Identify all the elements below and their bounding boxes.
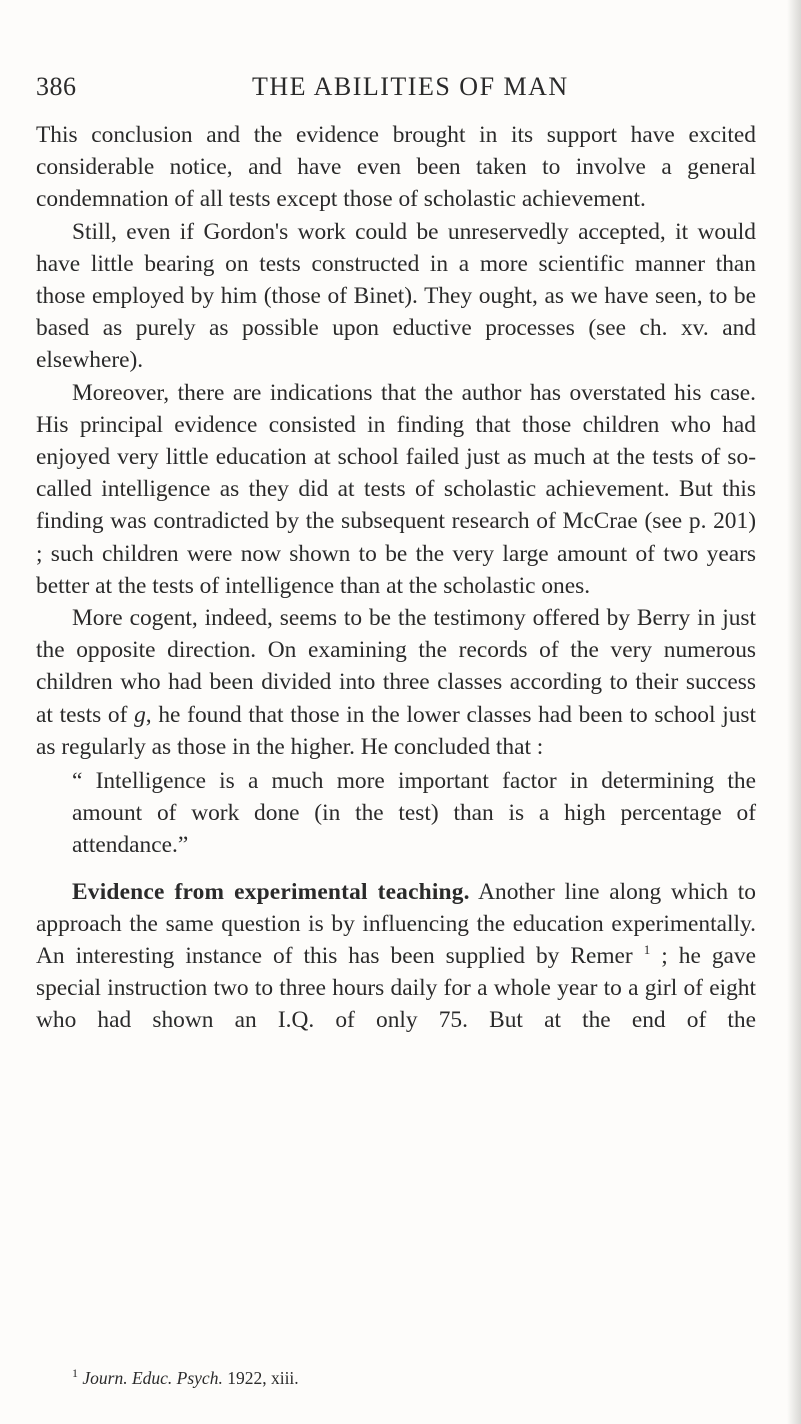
paragraph-3: Moreover, there are indications that the author has overstated his case. His principal evidence consisted in finding that those children who had enjoyed very little education at school failed just as much at the tests of so-called intelligence as they did at tests of scholastic achievement. But this finding was contradicted by the subsequent research of McCrae (see p. 201) ; such children were now shown to be the very large amount of two years better at the tests of intelligence than at the scholastic ones. (36, 379, 756, 599)
paragraph-4 (36, 602, 756, 763)
paragraph-5 (36, 876, 756, 1037)
paragraph-2: Still, even if Gordon's work could be unreservedly accepted, it would have little bearing on tests constructed in a more scientific manner than those employed by him (those of Binet). They ought, as we have seen, to be based as purely as possible upon eductive processes (see ch. xv. and elsewhere). (36, 218, 756, 374)
page-header (36, 72, 756, 112)
body-text (36, 119, 756, 1037)
block-quote (72, 765, 756, 862)
footnote-marker: 1 (72, 1366, 78, 1381)
paragraph-5-text-a: Another line along which to approach the same question is by influencing the education experimentally. An interesting instance of this has been supplied by Remer (36, 878, 756, 970)
paragraph-5-text-b: ; he gave special instruction two to three hours daily for a whole year to a girl of eight who had shown an I.Q. of only 75. But at the end of the (36, 943, 756, 1034)
factor-g: g (134, 701, 146, 728)
footnote-journal: Journ. Educ. Psych. (82, 1368, 223, 1388)
footnote-details: 1922, xiii. (222, 1368, 299, 1388)
page-number: 386 (36, 72, 77, 101)
section-heading: Evidence from experimental teaching. (72, 878, 470, 905)
page-edge-shadow (787, 0, 801, 1424)
section-gap (36, 862, 756, 876)
running-title: THE ABILITIES OF MAN (252, 72, 569, 101)
paragraph-1: This conclusion and the evidence brought in its support have excited considerable notice, and have even been taken to involve a general condemnation of all tests except those of scholastic achievement. (36, 122, 756, 213)
paragraph-4-text-b: , he found that those in the lower classes had been to school just as regularly as those in the higher. He concluded that : (36, 701, 756, 760)
quote-text: “ Intelligence is a much more important factor in determining the amount of work done (in the test) than is a high percentage of attendance.” (72, 768, 756, 859)
paragraph-4-text-a: More cogent, indeed, seems to be the testimony offered by Berry in just the opposite direction. On examining the records of the very numerous children who had been divided into three classes according to their success at tests of (36, 605, 756, 728)
footnote (72, 1367, 756, 1389)
footnote-reference: 1 (643, 942, 651, 958)
